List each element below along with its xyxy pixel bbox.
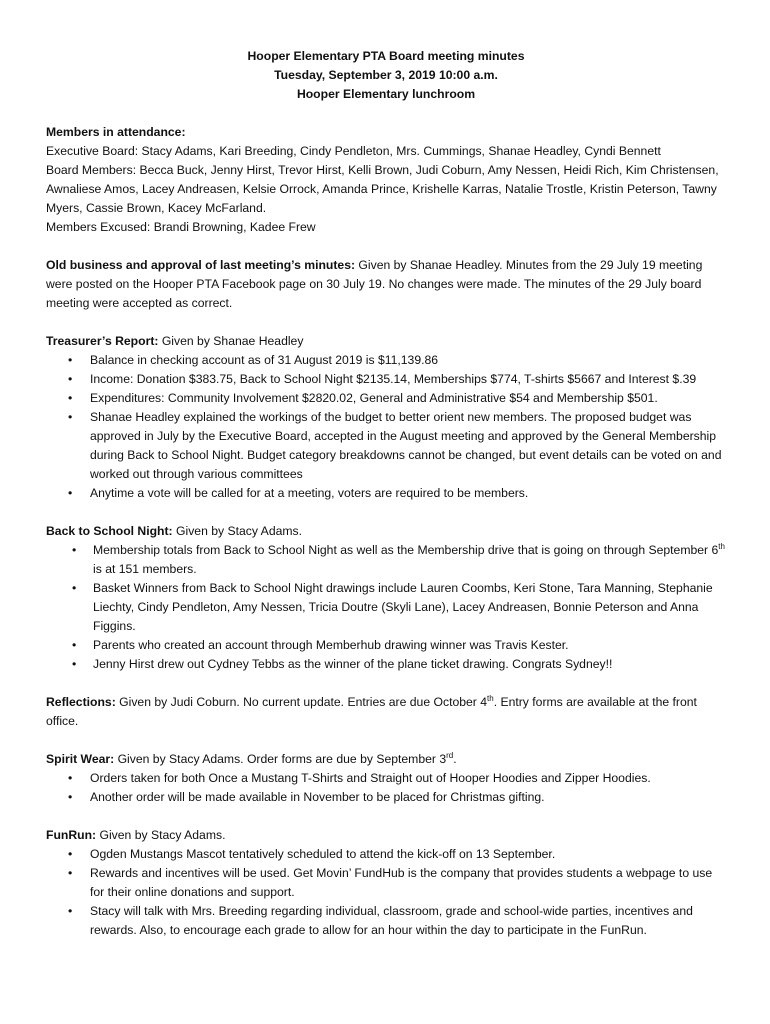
header-location: Hooper Elementary lunchroom xyxy=(296,87,476,101)
funrun-section xyxy=(46,826,726,940)
list-item-text: is at 151 members. xyxy=(93,562,197,576)
superscript: th xyxy=(487,693,494,703)
treasurer-section xyxy=(46,332,726,503)
old-business-paragraph xyxy=(46,256,726,313)
old-business-section xyxy=(46,256,726,313)
attendance-section xyxy=(46,123,726,237)
attendance-heading: Members in attendance: xyxy=(46,125,186,139)
list-item xyxy=(46,541,726,579)
list-item: • Rewards and incentives will be used. Get Movin’ FundHub is the company that provides students a webpage to use for their online donations and support. xyxy=(46,864,726,902)
header-title: Hooper Elementary PTA Board meeting minutes xyxy=(247,49,525,63)
reflections-paragraph xyxy=(46,693,726,731)
funrun-heading-line xyxy=(46,826,726,845)
treasurer-given: Given by Shanae Headley xyxy=(158,334,304,348)
superscript: th xyxy=(718,541,725,551)
header-date: Tuesday, September 3, 2019 10:00 a.m. xyxy=(274,68,498,82)
members-excused-list: Members Excused: Brandi Browning, Kadee Frew xyxy=(46,220,316,234)
superscript: rd xyxy=(446,750,454,760)
document-header xyxy=(46,47,726,104)
board-members-list: Board Members: Becca Buck, Jenny Hirst, Trevor Hirst, Kelli Brown, Judi Coburn, Amy Nessen, Heidi Rich, Kim Christensen, Awnaliese Amos, Lacey Andreasen, Kelsie Orrock, Amanda Prince, Krishelle Karras, Natalie Trostle, Kristin Peterson, Tawny Myers, Cassie Brown, Kacey McFarland. xyxy=(46,163,719,215)
funrun-heading: FunRun: xyxy=(46,828,97,842)
spirit-wear-section xyxy=(46,750,726,807)
old-business-text: Given by Shanae Headley. Minutes from the 29 July 19 meeting were posted on the Hooper PTA Facebook page on 30 July 19. No changes were made. The minutes of the 29 July board meeting were accepted as correct. xyxy=(46,258,703,310)
executive-board-list: Executive Board: Stacy Adams, Kari Breeding, Cindy Pendleton, Mrs. Cummings, Shanae Headley, Cyndi Bennett xyxy=(46,144,661,158)
list-item: • Balance in checking account as of 31 August 2019 is $11,139.86 xyxy=(46,351,726,370)
list-item: • Stacy will talk with Mrs. Breeding regarding individual, classroom, grade and school-wide parties, incentives and rewards. Also, to encourage each grade to allow for an hour within the day to participate in the FunRun. xyxy=(46,902,726,940)
funrun-given: Given by Stacy Adams. xyxy=(96,828,226,842)
list-item: • Anytime a vote will be called for at a meeting, voters are required to be members. xyxy=(46,484,726,503)
back-to-school-given: Given by Stacy Adams. xyxy=(172,524,303,538)
list-item: • Jenny Hirst drew out Cydney Tebbs as the winner of the plane ticket drawing. Congrats Sydney!! xyxy=(46,655,726,674)
list-item: • Expenditures: Community Involvement $2820.02, General and Administrative $54 and Membership $501. xyxy=(46,389,726,408)
list-item: • Another order will be made available in November to be placed for Christmas gifting. xyxy=(46,788,726,807)
list-item: • Income: Donation $383.75, Back to School Night $2135.14, Memberships $774, T-shirts $5667 and Interest $.39 xyxy=(46,370,726,389)
back-to-school-heading: Back to School Night: xyxy=(46,524,173,538)
reflections-text: Given by Judi Coburn. No current update. Entries are due October 4 xyxy=(115,695,488,709)
back-to-school-list xyxy=(46,541,726,674)
list-item: • Basket Winners from Back to School Night drawings include Lauren Coombs, Keri Stone, Tara Manning, Stephanie Liechty, Cindy Pendleton, Amy Nessen, Tricia Doutre (Skyli Lane), Lacey Andreasen, Bonnie Peterson and Anna Figgins. xyxy=(46,579,726,636)
list-item: • Parents who created an account through Memberhub drawing winner was Travis Kester. xyxy=(46,636,726,655)
spirit-wear-list xyxy=(46,769,726,807)
spirit-wear-text: Given by Stacy Adams. Order forms are due by September 3 xyxy=(114,752,447,766)
list-item: • Shanae Headley explained the workings of the budget to better orient new members. The proposed budget was approved in July by the Executive Board, accepted in the August meeting and approved by the General Membership during Back to School Night. Budget category breakdowns cannot be changed, but event details can be voted on and worked out through various committees xyxy=(46,408,726,484)
reflections-heading: Reflections: xyxy=(46,695,116,709)
list-item: • Orders taken for both Once a Mustang T-Shirts and Straight out of Hooper Hoodies and Zipper Hoodies. xyxy=(46,769,726,788)
reflections-text: . Entry forms are available at the front office. xyxy=(46,695,697,728)
spirit-wear-text: . xyxy=(453,752,457,766)
back-to-school-heading-line xyxy=(46,522,726,541)
treasurer-heading-line xyxy=(46,332,726,351)
spirit-wear-heading-line xyxy=(46,750,726,769)
list-item-text: Membership totals from Back to School Night as well as the Membership drive that is going on through September 6 xyxy=(93,543,719,557)
reflections-section xyxy=(46,693,726,731)
list-item: • Ogden Mustangs Mascot tentatively scheduled to attend the kick-off on 13 September. xyxy=(46,845,726,864)
spirit-wear-heading: Spirit Wear: xyxy=(46,752,115,766)
back-to-school-section xyxy=(46,522,726,674)
treasurer-heading: Treasurer’s Report: xyxy=(46,334,159,348)
old-business-heading: Old business and approval of last meeting’s minutes: xyxy=(46,258,356,272)
funrun-list xyxy=(46,845,726,940)
treasurer-list xyxy=(46,351,726,503)
